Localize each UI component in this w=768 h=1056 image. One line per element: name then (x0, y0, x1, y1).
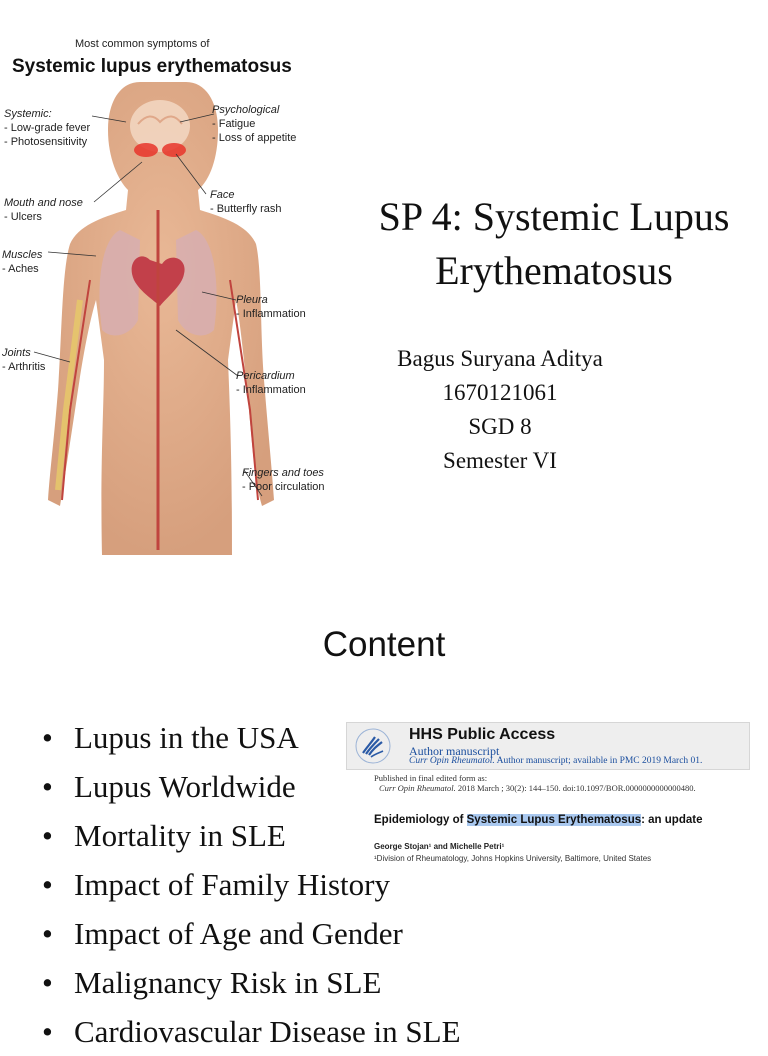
label-joints: Joints - Arthritis (2, 347, 46, 373)
hhs-banner (346, 722, 750, 770)
label-fingers-toes: Fingers and toes - Poor circulation (242, 467, 325, 493)
list-item: • Lupus Worldwide (42, 769, 296, 804)
list-item: • Impact of Age and Gender (42, 916, 403, 951)
highlighted-text: Systemic Lupus Erythematosus (466, 814, 642, 826)
slide-title-heading: SP 4: Systemic Lupus Erythematosus (378, 194, 730, 293)
hhs-title: HHS Public Access (409, 726, 556, 743)
presenter-info (340, 342, 660, 478)
list-item: • Mortality in SLE (42, 818, 286, 853)
butterfly-rash (134, 143, 158, 157)
citation-line: Curr Opin Rheumatol. 2018 March ; 30(2): 144–150. doi:10.1097/BOR.0000000000000480. (379, 783, 696, 793)
hhs-eagle-icon (353, 727, 393, 765)
article-authors: George Stojan¹ and Michelle Petri¹ (374, 842, 505, 851)
list-item: • Cardiovascular Disease in SLE (42, 1014, 461, 1049)
label-psychological: Psychological - Fatigue - Loss of appetite (212, 104, 297, 144)
hhs-subtitle: Author manuscript (409, 744, 500, 758)
label-pericardium: Pericardium - Inflammation (236, 370, 306, 396)
label-face: Face - Butterfly rash (210, 189, 282, 215)
list-item: • Lupus in the USA (42, 720, 299, 755)
article-affiliation: ¹Division of Rheumatology, Johns Hopkins University, Baltimore, United States (374, 854, 652, 863)
presenter-name: Bagus Suryana Aditya (397, 346, 603, 371)
label-pleura: Pleura - Inflammation (236, 294, 306, 320)
presenter-semester: Semester VI (443, 448, 557, 473)
label-mouth-nose: Mouth and nose - Ulcers (4, 197, 83, 223)
published-label: Published in final edited form as: (374, 773, 488, 783)
list-item: • Impact of Family History (42, 867, 390, 902)
paper-excerpt (346, 722, 750, 867)
presenter-group: SGD 8 (468, 414, 532, 439)
label-muscles: Muscles - Aches (2, 249, 43, 275)
label-systemic: Systemic: - Low-grade fever - Photosensitivity (4, 108, 91, 148)
brain-shape (130, 100, 190, 152)
figure-title: Systemic lupus erythematosus (12, 56, 292, 77)
figure-subtitle: Most common symptoms of (75, 38, 210, 50)
presenter-id: 1670121061 (442, 380, 558, 405)
content-title: Content (322, 625, 446, 664)
hhs-journal-line: Curr Opin Rheumatol. Author manuscript; available in PMC 2019 March 01. (409, 756, 703, 766)
list-item: • Malignancy Risk in SLE (42, 965, 382, 1000)
article-title: Epidemiology of Systemic Lupus Erythematosus: an update (374, 814, 703, 826)
